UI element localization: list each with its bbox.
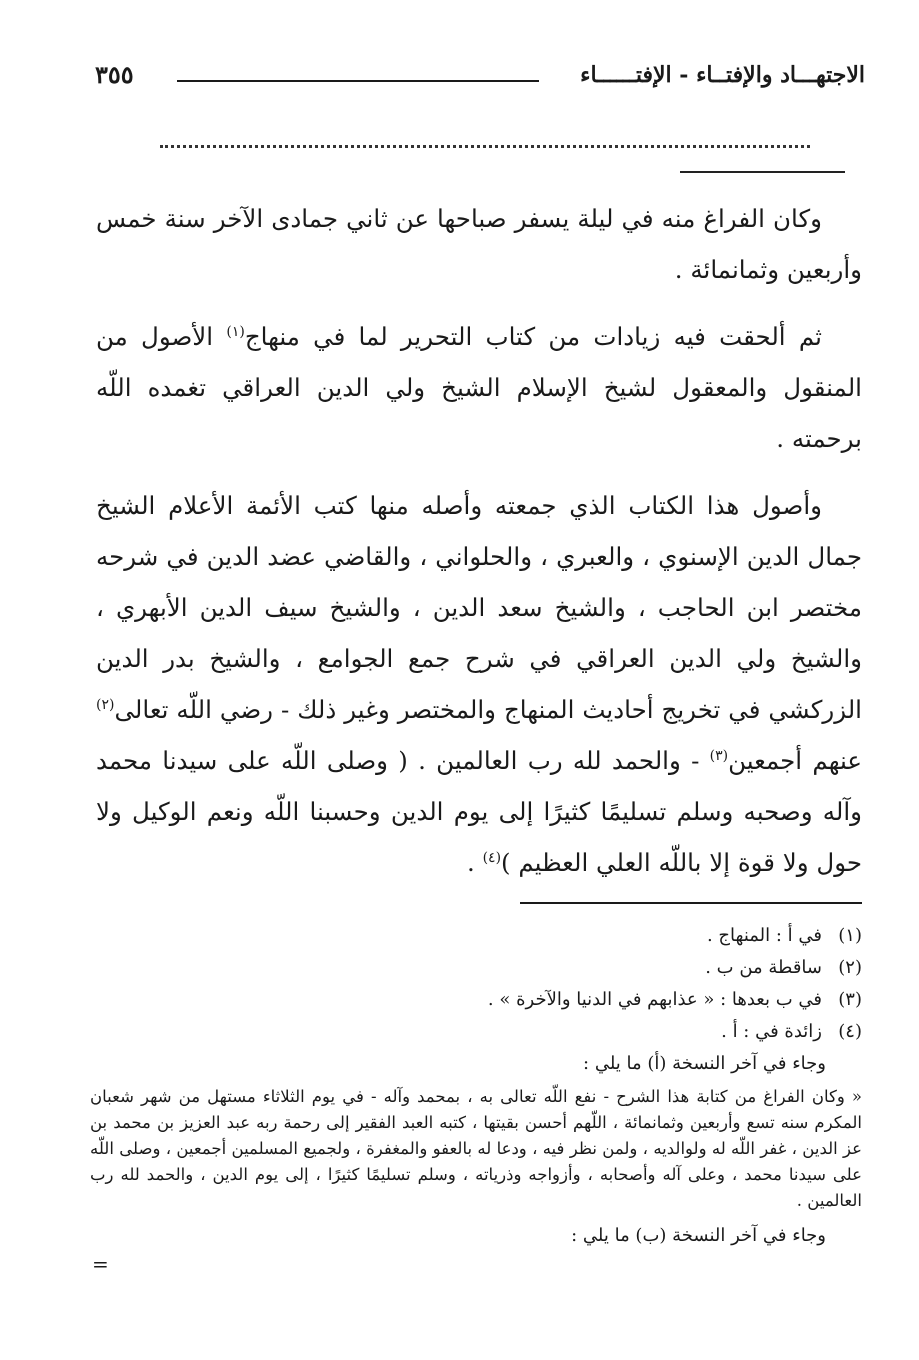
paragraph-1: وكان الفراغ منه في ليلة يسفر صباحها عن ثاني جمادى الآخر سنة خمس وأربعين وثمانمائة . — [96, 204, 862, 284]
paragraph-2 — [96, 311, 862, 464]
footnote-number: (٣) — [838, 989, 862, 1010]
paragraph-3-text-b: عنهم أجمعين — [728, 746, 862, 775]
page-header — [95, 58, 865, 98]
paragraph-3 — [96, 480, 862, 888]
paragraph-2-text-b: الأصول من المنقول والمعقول لشيخ الإسلام الشيخ ولي الدين العراقي تغمده اللّه برحمته . — [96, 322, 862, 453]
paragraph-3-text-c: - والحمد لله رب العالمين . ( وصلى اللّه على سيدنا محمد وآله وصحبه وسلم تسليمًا كثيرًا إلى يوم الدين وحسبنا اللّه ونعم الوكيل ولا حول ولا قوة إلا باللّه العلي العظيم ) — [96, 746, 862, 877]
footnote-2 — [90, 952, 862, 984]
footnote-ref-4: (٤) — [482, 849, 502, 866]
header-rule — [177, 80, 539, 82]
footnote-separator — [520, 902, 862, 904]
footnote-4 — [90, 1016, 862, 1048]
footnote-ref-3: (٣) — [709, 747, 729, 764]
footnote-number: (٤) — [838, 1021, 862, 1042]
page-number: ٣٥٥ — [95, 60, 134, 89]
footnotes — [90, 920, 862, 1252]
footnote-ref-2: (٢) — [96, 696, 115, 713]
footnote-3 — [90, 984, 862, 1016]
continuation-mark: = — [92, 1252, 109, 1276]
footnote-text: زائدة في : أ . — [721, 1021, 822, 1042]
footnote-number: (١) — [838, 925, 862, 946]
main-text — [96, 193, 862, 904]
paragraph-3-text-a: وأصول هذا الكتاب الذي جمعته وأصله منها كتب الأئمة الأعلام الشيخ جمال الدين الإسنوي ، والعبري ، والحلواني ، والقاضي عضد الدين في شرحه مختصر ابن الحاجب ، والشيخ سعد الدين ، والشيخ سيف الدين الأبهري ، والشيخ ولي الدين العراقي في شرح جمع الجوامع ، والشيخ بدر الدين الزركشي في تخريج أحاديث المنهاج والمختصر وغير ذلك - رضي اللّه تعالى — [96, 491, 862, 724]
separator-rule — [680, 171, 845, 173]
footnote-1 — [90, 920, 862, 952]
manuscript-b-note: وجاء في آخر النسخة (ب) ما يلي : — [571, 1225, 826, 1246]
dotted-separator — [160, 145, 810, 148]
paragraph-3-text-d: . — [466, 848, 483, 877]
footnote-text: في ب بعدها : « عذابهم في الدنيا والآخرة » . — [487, 989, 822, 1010]
footnote-text: في أ : المنهاج . — [706, 925, 822, 946]
manuscript-a-note: وجاء في آخر النسخة (أ) ما يلي : — [583, 1053, 826, 1074]
running-title: الاجتهـــاد والإفتــاء - الإفتــــــاء — [580, 62, 865, 88]
footnote-ref-1: (١) — [226, 323, 245, 340]
paragraph-2-text-a: ثم ألحقت فيه زيادات من كتاب التحرير لما في منهاج — [244, 322, 822, 351]
footnote-number: (٢) — [838, 957, 862, 978]
manuscript-a-colophon: « وكان الفراغ من كتابة هذا الشرح - نفع اللّه تعالى به ، بمحمد وآله - في يوم الثلاثاء مستهل من شهر شعبان المكرم سنه تسع وأربعين وثمانمائة ، اللّهم أحسن بقيتها ، كتبه العبد الفقير إلى رحمة ربه عبد العزيز بن محمد بن عز الدين ، غفر اللّه له ولوالديه ، ولمن نظر فيه ، ودعا له بالعفو والمغفرة ، ولجميع المسلمين أجمعين ، وصلى اللّه على سيدنا محمد ، وعلى آله وأصحابه ، وأزواجه وذرياته ، وسلم تسليمًا كثيرًا ، إلى يوم الدين ، والحمد لله رب العالمين . — [90, 1087, 862, 1210]
footnote-text: ساقطة من ب . — [705, 957, 822, 978]
